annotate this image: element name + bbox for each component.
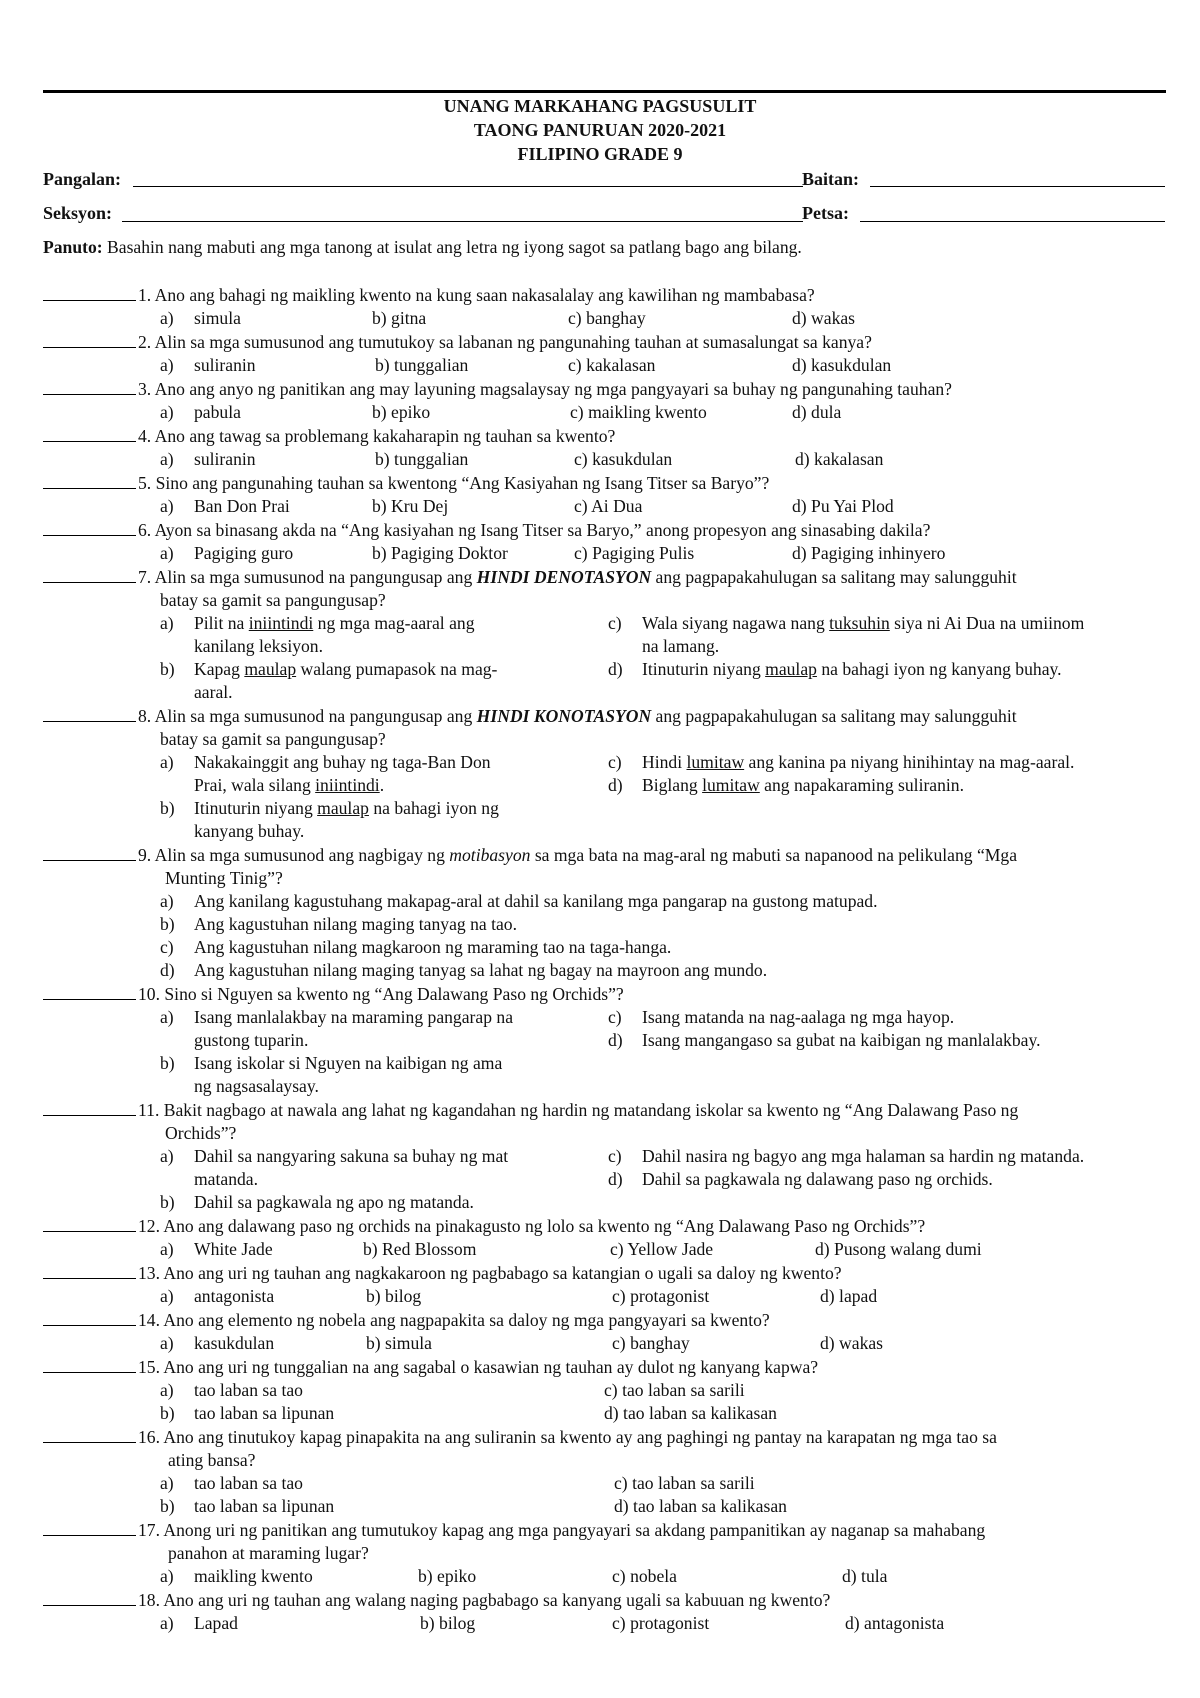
answer-blank[interactable]	[43, 1098, 136, 1116]
option-c: c) protagonist	[612, 1286, 710, 1306]
question-7: 7. Alin sa mga sumusunod na pangungusap ang HINDI DENOTASYON ang pagpapakahulugan sa salitang may salungguhit	[43, 565, 1017, 589]
school-year: TAONG PANURUAN 2020-2021	[473, 120, 727, 140]
question-2: 2. Alin sa mga sumusunod ang tumutukoy sa labanan ng pangunahing tauhan at sumasalungat sa kanya?	[43, 330, 872, 354]
option-a: a) suliranin	[160, 355, 256, 375]
option-b: b) bilog	[420, 1613, 476, 1633]
option-c: c) maikling kwento	[570, 402, 707, 422]
option-c: c) tao laban sa sarili	[604, 1380, 745, 1400]
option-a: a) tao laban sa tao	[160, 1380, 303, 1400]
option-c: c) nobela	[612, 1566, 677, 1586]
option-b: b) tunggalian	[375, 449, 469, 469]
option-c: c) Ang kagustuhan nilang magkaroon ng maraming tao na taga-hanga.	[160, 937, 672, 957]
option-b: b) Pagiging Doktor	[372, 543, 508, 563]
option-c: c) kasukdulan	[574, 449, 673, 469]
question-16: 16. Ano ang tinutukoy kapag pinapakita na ang suliranin sa kwento ay ang paghingi ng pantay na karapatan ng mga tao sa	[43, 1425, 997, 1449]
option-a: a) tao laban sa tao	[160, 1473, 303, 1493]
date-field[interactable]	[860, 221, 1165, 222]
name-field[interactable]	[133, 186, 803, 187]
question-5: 5. Sino ang pangunahing tauhan sa kwentong “Ang Kasiyahan ng Isang Titser sa Baryo”?	[43, 471, 769, 495]
question-16-cont: ating bansa?	[168, 1450, 256, 1470]
option-c: c) banghay	[568, 308, 646, 328]
name-label: Pangalan:	[43, 169, 122, 189]
answer-blank[interactable]	[43, 843, 136, 861]
grade-label: Baitan:	[802, 169, 860, 189]
question-9: 9. Alin sa mga sumusunod ang nagbigay ng motibasyon sa mga bata na mag-aral ng mabuti sa napanood na pelikulang “Mga	[43, 843, 1017, 867]
question-7-cont: batay sa gamit sa pangungusap?	[160, 590, 386, 610]
question-17: 17. Anong uri ng panitikan ang tumutukoy kapag ang mga pangyayari sa akdang pampanitikan ay naganap sa mahabang	[43, 1518, 985, 1542]
option-a: a) simula	[160, 308, 241, 328]
option-c: c) kakalasan	[568, 355, 656, 375]
question-3: 3. Ano ang anyo ng panitikan ang may layuning magsalaysay ng mga pangyayari sa buhay ng pangunahing tauhan?	[43, 377, 952, 401]
option-d: d) Pusong walang dumi	[815, 1239, 982, 1259]
option-c: c) Dahil nasira ng bagyo ang mga halaman sa hardin ng matanda.	[608, 1146, 1085, 1166]
answer-blank[interactable]	[43, 424, 136, 442]
option-b: b) gitna	[372, 308, 427, 328]
option-b: b) Ang kagustuhan nilang maging tanyag na tao.	[160, 914, 517, 934]
option-c: c) Wala siyang nagawa nang tuksuhin siya ni Ai Dua na umiinom	[608, 613, 1085, 633]
question-15: 15. Ano ang uri ng tunggalian na ang sagabal o kasawian ng tauhan ay dulot ng kanyang kapwa?	[43, 1355, 818, 1379]
option-a: a) Ban Don Prai	[160, 496, 290, 516]
option-a: a) Isang manlalakbay na maraming pangarap na	[160, 1007, 513, 1027]
exam-title: UNANG MARKAHANG PAGSUSULIT	[443, 96, 757, 116]
option-d: d) Pu Yai Plod	[792, 496, 894, 516]
question-13: 13. Ano ang uri ng tauhan ang nagkakaroon ng pagbabago sa katangian o ugali sa daloy ng kwento?	[43, 1261, 842, 1285]
answer-blank[interactable]	[43, 1214, 136, 1232]
option-c: c) Pagiging Pulis	[574, 543, 695, 563]
option-a: a) maikling kwento	[160, 1566, 313, 1586]
option-d: d) tao laban sa kalikasan	[614, 1496, 787, 1516]
exam-page: UNANG MARKAHANG PAGSUSULIT TAONG PANURUAN 2020-2021 FILIPINO GRADE 9 Pangalan: Baitan: Seksyon: Petsa: Panuto: Basahin nang mabuti ang mga tanong at isulat ang letra ng iyong sagot sa patlang bago ang bilang. 1. Ano ang bahagi ng maikling kwento na kung saan nakasalalay ang kawilihan ng mambabasa? a) simula b) gitna c) banghay d) wakas 2. Alin sa mga sumusunod ang tumutukoy sa labanan ng pangunahing tauhan at sumasalungat sa kanya? a) suliranin b) tunggalian c) kakalasan d) kasukdulan 3. Ano ang anyo ng panitikan ang may layuning magsalaysay ng mga pangyayari sa buhay ng pangunahing tauhan? a) pabula b) epiko c) maikling kwento d) dula 4. Ano ang tawag sa problemang kakaharapin ng tauhan sa kwento? a) suliranin b) tunggalian c) kasukdulan d) kakalasan 5. Sino ang pangunahing tauhan sa kwentong “Ang Kasiyahan ng Isang Titser sa Baryo”? a) Ban Don Prai b) Kru Dej c) Ai Dua d) Pu Yai Plod 6. Ayon sa binasang akda na “Ang kasiyahan ng Isang Titser sa Baryo,” anong propesyon ang sinasabing dakila? a) Pagiging guro b) Pagiging Doktor c) Pagiging Pulis d) Pagiging inhinyero 7. Alin sa mga sumusunod na pangungusap ang HINDI DENOTASYON ang pagpapakahulugan sa salitang may salungguhit batay sa gamit sa pangungusap? a) Pilit na iniintindi ng mga mag-aaral ang kanilang leksiyon. b) Kapag maulap walang pumapasok na mag- aaral. c) Wala siyang nagawa nang tuksuhin siya ni Ai Dua na umiinom na lamang. d) Itinuturin niyang maulap na bahagi iyon ng kanyang buhay. 8. Alin sa mga sumusunod na pangungusap ang HINDI KONOTASYON ang pagpapakahulugan sa salitang may salungguhit batay sa gamit sa pangungusap? a) Nakakainggit ang buhay ng taga-Ban Don Prai, wala silang iniintindi. b) Itinuturin niyang maulap na bahagi iyon ng kanyang buhay. c) Hindi lumitaw ang kanina pa niyang hinihintay na mag-aaral. d) Biglang lumitaw ang napakaraming suliranin. 9. Alin sa mga sumusunod ang nagbigay ng motibasyon sa mga bata na mag-aral ng mabuti sa napanood na pelikulang “Mga Munting Tinig”? a) Ang kanilang kagustuhang makapag-aral at dahil sa kanilang mga pangarap na gustong matupad. b) Ang kagustuhan nilang maging tanyag na tao. c) Ang kagustuhan nilang magkaroon ng maraming tao na taga-hanga. d) Ang kagustuhan nilang maging tanyag sa lahat ng bagay na mayroon ang mundo. 10. Sino si Nguyen sa kwento ng “Ang Dalawang Paso ng Orchids”? a) Isang manlalakbay na maraming pangarap na gustong tuparin. b) Isang iskolar si Nguyen na kaibigan ng ama ng nagsasalaysay. c) Isang matanda na nag-aalaga ng mga hayop. d) Isang mangangaso sa gubat na kaibigan ng manlalakbay. 11. Bakit nagbago at nawala ang lahat ng kagandahan ng hardin ng matandang iskolar sa kwento ng “Ang Dalawang Paso ng Orchids”? a) Dahil sa nangyaring sakuna sa buhay ng mat matanda. b) Dahil sa pagkawala ng apo ng matanda. c) Dahil nasira ng bagyo ang mga halaman sa hardin ng matanda. d) Dahil sa pagkawala ng dalawang paso ng orchids. 12. Ano ang dalawang paso ng orchids na pinakagusto ng lolo sa kwento ng “Ang Dalawang Paso ng Orchids”? a) White Jade b) Red Blossom c) Yellow Jade d) Pusong walang dumi 13. Ano ang uri ng tauhan ang nagkakaroon ng pagbabago sa katangian o ugali sa daloy ng kwento? a) antagonista b) bilog c) protagonist d) lapad 14. Ano ang elemento ng nobela ang nagpapakita sa daloy ng mga pangyayari sa kwento? a) kasukdulan b) simula c) banghay d) wakas 15. Ano ang uri ng tunggalian na ang sagabal o kasawian ng tauhan ay dulot ng kanyang kapwa? a) tao laban sa tao b) tao laban sa lipunan c) tao laban sa sarili d) tao laban sa kalikasan 16. Ano ang tinutukoy kapag pinapakita na ang suliranin sa kwento ay ang paghingi ng pantay na karapatan ng mga tao sa ating bansa? a) tao laban sa tao b) tao laban sa lipunan c) tao laban sa sarili d) tao laban sa kalikasan 17. Anong uri ng panitikan ang tumutukoy kapag ang mga pangyayari sa akdang pampanitikan ay naganap sa mahabang panahon at maraming lugar? a) maikling kwento b) epiko c) nobela d) tula 18. Ano ang uri ng tauhan ang walang naging pagbabago sa kanyang ugali sa kabuuan ng kwento? a) Lapad b) bilog c) protagonist d) antagonista	[0, 0, 1200, 1698]
grade-field[interactable]	[870, 186, 1165, 187]
option-c: c) tao laban sa sarili	[614, 1473, 755, 1493]
section-label: Seksyon:	[43, 203, 113, 223]
answer-blank[interactable]	[43, 1355, 136, 1373]
option-b: b) Kru Dej	[372, 496, 449, 516]
answer-blank[interactable]	[43, 1518, 136, 1536]
option-a: a) kasukdulan	[160, 1333, 275, 1353]
option-d: d) wakas	[820, 1333, 884, 1353]
section-field[interactable]	[122, 221, 803, 222]
option-a: a) Pagiging guro	[160, 543, 294, 563]
option-d: d) antagonista	[845, 1613, 945, 1633]
question-6: 6. Ayon sa binasang akda na “Ang kasiyahan ng Isang Titser sa Baryo,” anong propesyon ang sinasabing dakila?	[43, 518, 930, 542]
question-11-cont: Orchids”?	[165, 1123, 237, 1143]
question-17-cont: panahon at maraming lugar?	[168, 1543, 369, 1563]
option-a: a) antagonista	[160, 1286, 275, 1306]
option-a: a) suliranin	[160, 449, 256, 469]
option-b: b) tunggalian	[375, 355, 469, 375]
question-12: 12. Ano ang dalawang paso ng orchids na pinakagusto ng lolo sa kwento ng “Ang Dalawang Paso ng Orchids”?	[43, 1214, 925, 1238]
option-d: d) lapad	[820, 1286, 878, 1306]
answer-blank[interactable]	[43, 471, 136, 489]
option-b: b) Itinuturin niyang maulap na bahagi iyon ng	[160, 798, 499, 818]
question-14: 14. Ano ang elemento ng nobela ang nagpapakita sa daloy ng mga pangyayari sa kwento?	[43, 1308, 770, 1332]
option-c: c) Ai Dua	[574, 496, 643, 516]
answer-blank[interactable]	[43, 377, 136, 395]
answer-blank[interactable]	[43, 1261, 136, 1279]
option-b: b) Isang iskolar si Nguyen na kaibigan ng ama	[160, 1053, 503, 1073]
option-d: d) tao laban sa kalikasan	[604, 1403, 777, 1423]
answer-blank[interactable]	[43, 518, 136, 536]
option-b: b) epiko	[372, 402, 431, 422]
option-b: b) tao laban sa lipunan	[160, 1403, 335, 1423]
option-a: a) Pilit na iniintindi ng mga mag-aaral ang	[160, 613, 475, 633]
option-d: d) Biglang lumitaw ang napakaraming suliranin.	[608, 775, 964, 795]
option-b: b) epiko	[418, 1566, 477, 1586]
question-11: 11. Bakit nagbago at nawala ang lahat ng kagandahan ng hardin ng matandang iskolar sa kwento ng “Ang Dalawang Paso ng	[43, 1098, 1018, 1122]
answer-blank[interactable]	[43, 1308, 136, 1326]
option-a: a) White Jade	[160, 1239, 273, 1259]
option-d: d) Ang kagustuhan nilang maging tanyag sa lahat ng bagay na mayroon ang mundo.	[160, 960, 768, 980]
question-1: 1. Ano ang bahagi ng maikling kwento na kung saan nakasalalay ang kawilihan ng mambabasa?	[43, 283, 815, 307]
option-d: d) kakalasan	[795, 449, 884, 469]
subject-grade: FILIPINO GRADE 9	[517, 144, 683, 164]
option-c: c) banghay	[612, 1333, 690, 1353]
top-rule	[43, 90, 1166, 93]
option-d: d) kasukdulan	[792, 355, 892, 375]
option-d: d) Itinuturin niyang maulap na bahagi iyon ng kanyang buhay.	[608, 659, 1062, 679]
option-b: b) Dahil sa pagkawala ng apo ng matanda.	[160, 1192, 474, 1212]
option-a: a) Lapad	[160, 1613, 238, 1633]
question-9-cont: Munting Tinig”?	[165, 868, 283, 888]
option-b: b) tao laban sa lipunan	[160, 1496, 335, 1516]
option-d: d) Pagiging inhinyero	[792, 543, 946, 563]
option-d: d) Isang mangangaso sa gubat na kaibigan ng manlalakbay.	[608, 1030, 1041, 1050]
answer-blank[interactable]	[43, 565, 136, 583]
option-a: a) Ang kanilang kagustuhang makapag-aral at dahil sa kanilang mga pangarap na gustong matupad.	[160, 891, 878, 911]
question-8: 8. Alin sa mga sumusunod na pangungusap ang HINDI KONOTASYON ang pagpapakahulugan sa salitang may salungguhit	[43, 704, 1017, 728]
answer-blank[interactable]	[43, 982, 136, 1000]
option-c: c) protagonist	[612, 1613, 710, 1633]
answer-blank[interactable]	[43, 704, 136, 722]
answer-blank[interactable]	[43, 1588, 136, 1606]
option-c: c) Yellow Jade	[610, 1239, 714, 1259]
option-c: c) Isang matanda na nag-aalaga ng mga hayop.	[608, 1007, 955, 1027]
option-b: b) simula	[366, 1333, 432, 1353]
question-10: 10. Sino si Nguyen sa kwento ng “Ang Dalawang Paso ng Orchids”?	[43, 982, 624, 1006]
answer-blank[interactable]	[43, 283, 136, 301]
instructions: Panuto: Basahin nang mabuti ang mga tanong at isulat ang letra ng iyong sagot sa patlang bago ang bilang.	[43, 237, 802, 257]
option-d: d) Dahil sa pagkawala ng dalawang paso ng orchids.	[608, 1169, 993, 1189]
question-4: 4. Ano ang tawag sa problemang kakaharapin ng tauhan sa kwento?	[43, 424, 615, 448]
option-b: b) Kapag maulap walang pumapasok na mag-	[160, 659, 498, 679]
answer-blank[interactable]	[43, 1425, 136, 1443]
answer-blank[interactable]	[43, 330, 136, 348]
question-18: 18. Ano ang uri ng tauhan ang walang naging pagbabago sa kanyang ugali sa kabuuan ng kwento?	[43, 1588, 830, 1612]
option-a: a) pabula	[160, 402, 241, 422]
option-d: d) wakas	[792, 308, 856, 328]
option-c: c) Hindi lumitaw ang kanina pa niyang hinihintay na mag-aaral.	[608, 752, 1075, 772]
option-b: b) bilog	[366, 1286, 422, 1306]
option-a: a) Dahil sa nangyaring sakuna sa buhay ng mat	[160, 1146, 509, 1166]
question-8-cont: batay sa gamit sa pangungusap?	[160, 729, 386, 749]
option-b: b) Red Blossom	[363, 1239, 477, 1259]
option-d: d) dula	[792, 402, 842, 422]
option-a: a) Nakakainggit ang buhay ng taga-Ban Don	[160, 752, 491, 772]
date-label: Petsa:	[802, 203, 849, 223]
option-d: d) tula	[842, 1566, 888, 1586]
